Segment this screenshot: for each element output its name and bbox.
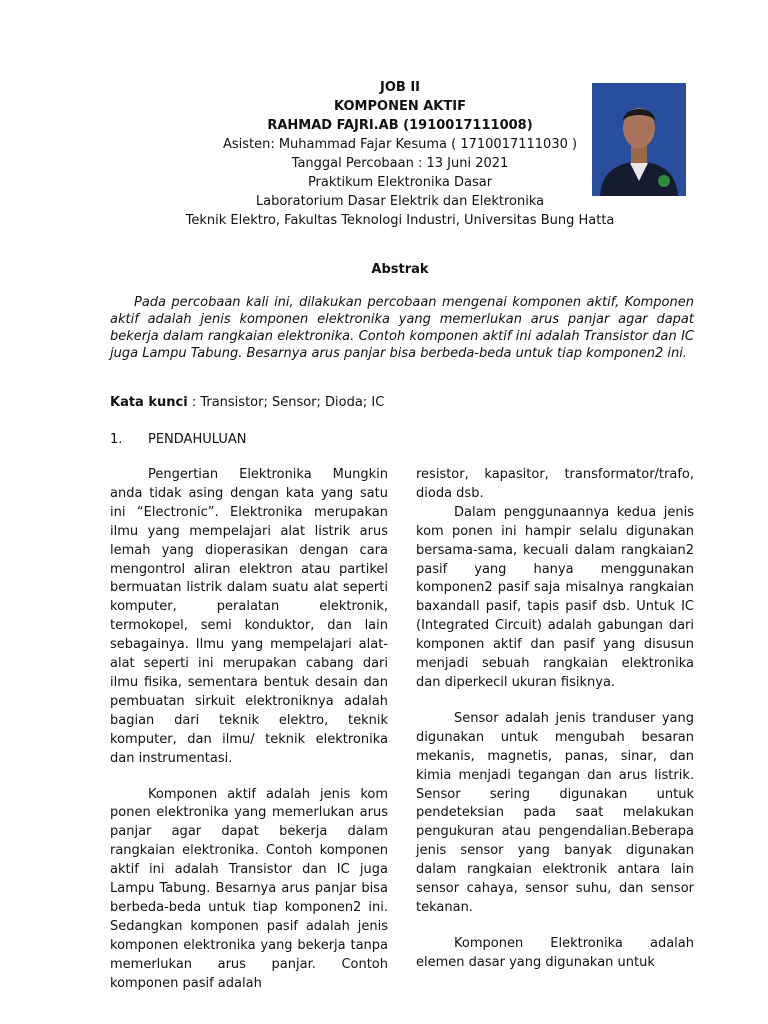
active-component-paragraph: Komponen aktif adalah jenis kom ponen elektronika yang memerlukan arus panjar agar dapat bekerja dalam rangkaian elektronika. Contoh komponen aktif ini adalah Transistor dan IC juga Lampu Tabung. Besarnya arus panjar bisa berbeda-beda untuk tiap komponen2 ini. Sedangkan komponen pasif adalah jenis komponen elektronika yang bekerja tanpa memerlukan arus panjar. Contoh komponen pasif adalah <box>110 786 388 991</box>
paper-title: KOMPONEN AKTIF <box>334 99 466 114</box>
section-number: 1. <box>110 432 123 447</box>
intro-paragraph: Pengertian Elektronika Mungkin anda tidak asing dengan kata yang satu ini “Electronic”. Elektronika merupakan ilmu yang mempelajari alat listrik arus lemah yang dioperasikan dengan cara mengontrol aliran elektron atau partikel bermuatan listrik dalam suatu alat seperti komputer, peralatan elektronik, termokopel, semi konduktor, dan lain sebagainya. Ilmu yang mempelajari alat-alat seperti ini merupakan cabang dari ilmu fisika, sementara bentuk desain dan pembuatan sirkuit elektroniknya adalah bagian dari teknik elektro, teknik komputer, dan ilmu/ teknik elektronika dan instrumentasi. <box>110 467 388 766</box>
abstract-body: Pada percobaan kali ini, dilakukan percobaan mengenai komponen aktif, Komponen aktif adalah jenis komponen elektronika yang memerlukan arus panjar agar dapat bekerja dalam rangkaian elektronika. Contoh komponen aktif ini adalah Transistor dan IC juga Lampu Tabung. Besarnya arus panjar bisa berbeda-beda untuk tiap komponen2 ini. <box>110 295 694 361</box>
section-heading <box>110 432 246 447</box>
keywords-label: Kata kunci <box>110 395 188 410</box>
left-column <box>110 466 388 993</box>
date-line: Tanggal Percobaan : 13 Juni 2021 <box>291 156 509 171</box>
author-line: RAHMAD FAJRI.AB (1910017111008) <box>267 118 533 133</box>
keywords-value: : Transistor; Sensor; Dioda; IC <box>187 395 385 410</box>
course-line: Praktikum Elektronika Dasar <box>307 175 493 190</box>
lab-line: Laboratorium Dasar Elektrik dan Elektronika <box>255 194 545 209</box>
assistant-line: Asisten: Muhammad Fajar Kesuma ( 1710017111030 ) <box>222 137 578 152</box>
usage-paragraph: Dalam penggunaannya kedua jenis kom ponen ini hampir selalu digunakan bersama-sama, kecuali dalam rangkaian2 pasif yang hanya menggunakan komponen2 pasif saja misalnya rangkaian baxandall pasif, tapis pasif dsb. Untuk IC (Integrated Circuit) adalah gabungan dari komponen aktif dan pasif yang disusun menjadi sebuah rangkaian elektronika dan diperkecil ukuran fisiknya. <box>416 504 694 690</box>
abstract-heading: Abstrak <box>371 262 429 277</box>
sensor-paragraph: Sensor adalah jenis tranduser yang digunakan untuk mengubah besaran mekanis, magnetis, panas, sinar, dan kimia menjadi tegangan dan arus listrik. Sensor sering digunakan untuk pendeteksian pada saat melakukan pengukuran atau pengendalian.Beberapa jenis sensor yang banyak digunakan dalam rangkaian elektronik antara lain sensor cahaya, sensor suhu, dan sensor tekanan. <box>416 710 694 915</box>
section-title: PENDAHULUAN <box>148 432 247 447</box>
faculty-line: Teknik Elektro, Fakultas Teknologi Industri, Universitas Bung Hatta <box>185 213 615 228</box>
continued-paragraph: resistor, kapasitor, transformator/trafo, dioda dsb. <box>416 467 694 501</box>
paper-header <box>150 78 650 230</box>
job-label: JOB II <box>380 80 420 95</box>
component-paragraph: Komponen Elektronika adalah elemen dasar yang digunakan untuk <box>416 935 694 970</box>
author-photo <box>592 83 686 196</box>
keywords-line <box>110 395 384 410</box>
person-photo-icon <box>592 83 686 196</box>
right-column <box>416 466 694 973</box>
